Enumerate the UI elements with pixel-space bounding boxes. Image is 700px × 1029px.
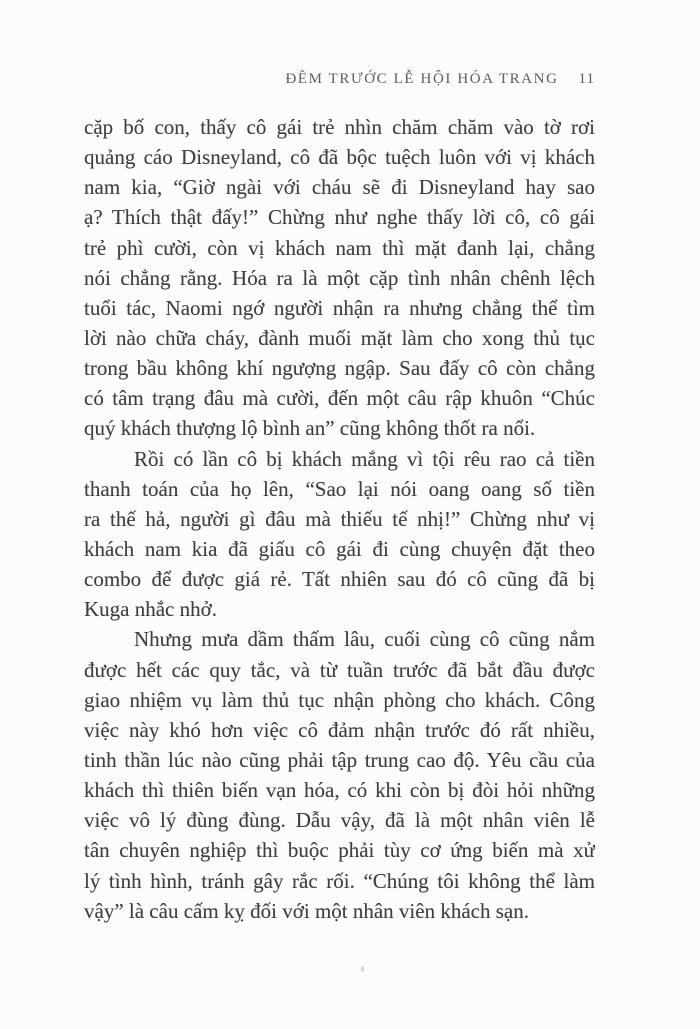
- text-line: combo để được giá rẻ. Tất nhiên sau đó cô cũng đã bị: [84, 567, 595, 592]
- text-line: cặp bố con, thấy cô gái trẻ nhìn chăm chăm vào tờ rơi: [84, 115, 595, 139]
- text-line: Nhưng mưa dầm thấm lâu, cuối cùng cô cũng nắm: [134, 627, 595, 652]
- text-line: việc này khó hơn việc cô đảm nhận trước đó rất nhiều,: [84, 717, 595, 742]
- text-line: giao nhiệm vụ làm thủ tục nhận phòng cho khách. Công: [84, 687, 595, 712]
- text-line: ạ? Thích thật đấy!” Chừng như nghe thấy lời cô, cô gái: [84, 205, 595, 230]
- text-line: nói chẳng rằng. Hóa ra là một cặp tình nhân chênh lệch: [84, 265, 595, 290]
- text-line: nam kia, “Giờ ngài với cháu sẽ đi Disneyland hay sao: [84, 175, 595, 200]
- text-line: trong bầu không khí ngượng ngập. Sau đấy cô còn chẳng: [84, 356, 595, 381]
- text-line: có tâm trạng đâu mà cười, đến một câu rập khuôn “Chúc: [84, 386, 595, 411]
- text-line: Rồi có lần cô bị khách mắng vì tội rêu rao cả tiền: [134, 446, 595, 471]
- text-line: lời nào chữa cháy, đành muối mặt làm cho xong thủ tục: [84, 325, 595, 350]
- text-line: tinh thần lúc nào cũng phải tập trung cao độ. Yêu cầu của: [84, 747, 595, 772]
- text-line: vậy” là câu cấm kỵ đối với một nhân viên khách sạn.: [84, 898, 529, 923]
- page-number: 11: [578, 71, 595, 87]
- running-title: ĐÊM TRƯỚC LỄ HỘI HÓA TRANG: [285, 71, 559, 87]
- text-line: quảng cáo Disneyland, cô đã bộc tuệch luôn với vị khách: [84, 145, 595, 170]
- text-line: tuổi tác, Naomi ngớ người nhận ra nhưng chẳng thể tìm: [84, 295, 595, 320]
- text-line: khách nam kia đã giấu cô gái đi cùng chuyện đặt theo: [84, 536, 595, 561]
- text-line: tân chuyên nghiệp thì buộc phải tùy cơ ứng biến mà xử: [84, 838, 595, 863]
- text-line: thanh toán của họ lên, “Sao lại nói oang oang số tiền: [84, 476, 595, 501]
- text-line: việc vô lý đùng đùng. Dẫu vậy, đã là một nhân viên lễ: [84, 808, 595, 833]
- text-line: ra thế hả, người gì đâu mà thiếu tế nhị!” Chừng như vị: [84, 506, 595, 531]
- scan-speck: [361, 966, 364, 972]
- text-line: quý khách thượng lộ bình an” cũng không thốt ra nổi.: [84, 416, 536, 441]
- page-header: [84, 71, 595, 88]
- text-line: trẻ phì cười, còn vị khách nam thì mặt đanh lại, chẳng: [84, 235, 595, 260]
- body-text: [84, 112, 595, 926]
- text-line: được hết các quy tắc, và từ tuần trước đã bắt đầu được: [84, 657, 595, 682]
- text-line: Kuga nhắc nhở.: [84, 597, 217, 622]
- text-line: khách thì thiên biến vạn hóa, có khi còn bị đòi hỏi những: [84, 778, 595, 803]
- text-line: lý tình hình, tránh gây rắc rối. “Chúng tôi không thể làm: [84, 868, 595, 893]
